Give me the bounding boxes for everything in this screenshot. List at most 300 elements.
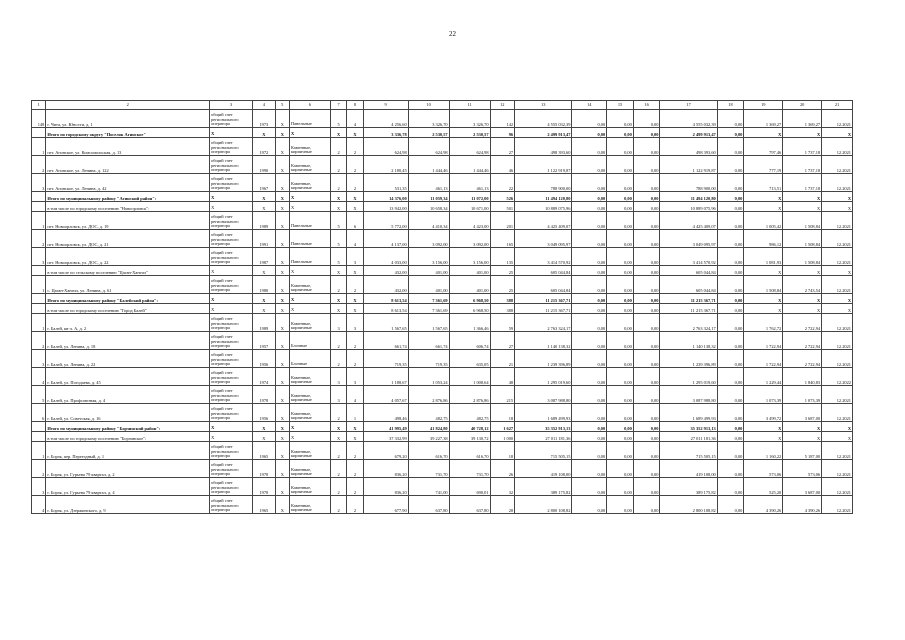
table-cell: 401,00: [449, 276, 490, 294]
table-cell: 690,01: [449, 478, 490, 496]
table-cell: 0,00: [607, 110, 634, 128]
table-cell: X: [744, 294, 783, 304]
table-cell: 11 215 367,71: [660, 294, 717, 304]
column-header: 19: [744, 101, 783, 110]
table-cell: Панельные: [289, 212, 330, 230]
table-cell: 482,75: [449, 404, 490, 422]
table-header-row: [32, 101, 853, 110]
table-cell: общий счет регионального оператора: [210, 460, 253, 478]
table-cell: 788 900,00: [515, 174, 572, 192]
table-cell: 2 722,94: [783, 332, 822, 350]
table-cell: 4: [347, 110, 363, 128]
table-cell: 0,00: [717, 248, 744, 266]
table-cell: общий счет регионального оператора: [210, 350, 253, 368]
table-cell: 0,00: [572, 230, 607, 248]
table-cell: X: [275, 332, 289, 350]
table-cell: 3: [330, 314, 346, 332]
table-cell: 1 737,18: [783, 138, 822, 156]
column-header: 6: [289, 101, 330, 110]
table-cell: 0,00: [717, 350, 744, 368]
table-cell: 0,00: [717, 266, 744, 276]
table-cell: 142: [490, 110, 515, 128]
table-cell: [32, 294, 46, 304]
table-cell: 1965: [253, 442, 276, 460]
table-cell: 3 049 095,97: [660, 230, 717, 248]
table-cell: 1 140 138,32: [515, 332, 572, 350]
table-cell: 2 499 913,47: [660, 128, 717, 138]
table-cell: [32, 422, 46, 432]
table-cell: 0,00: [717, 404, 744, 422]
column-header: 3: [210, 101, 253, 110]
table-cell: г. Балей, ул. Погодаева, д. 45: [46, 368, 210, 386]
table-cell: 1972: [253, 138, 276, 156]
table-cell: 201: [490, 212, 515, 230]
table-cell: 498,46: [363, 404, 408, 422]
table-cell: 39 130,72: [449, 432, 490, 442]
table-cell: 1990: [253, 156, 276, 174]
table-cell: X: [275, 128, 289, 138]
table-cell: 4: [32, 496, 46, 514]
table-cell: 1989: [253, 212, 276, 230]
table-cell: 0,00: [633, 294, 660, 304]
table-cell: 788 900,00: [660, 174, 717, 192]
table-cell: 0,00: [633, 128, 660, 138]
table-cell: 0,00: [717, 478, 744, 496]
column-header: 11: [449, 101, 490, 110]
table-cell: X: [275, 442, 289, 460]
table-cell: 2: [330, 350, 346, 368]
table-cell: 624,98: [363, 138, 408, 156]
table-cell: 0,00: [572, 266, 607, 276]
table-cell: X: [289, 202, 330, 212]
table-cell: общий счет регионального оператора: [210, 156, 253, 174]
column-header: 13: [515, 101, 572, 110]
table-cell: 25: [490, 276, 515, 294]
table-cell: 2: [330, 332, 346, 350]
table-cell: X: [289, 422, 330, 432]
table-cell: X: [275, 496, 289, 514]
table-cell: 2 743,54: [783, 276, 822, 294]
table-cell: X: [289, 304, 330, 314]
table-cell: 11 072,00: [449, 192, 490, 202]
table-cell: 12.2021: [822, 156, 853, 174]
table-cell: X: [210, 294, 253, 304]
table-cell: 501: [490, 202, 515, 212]
column-header: 2: [46, 101, 210, 110]
column-header: 20: [783, 101, 822, 110]
table-cell: 0,00: [633, 276, 660, 294]
table-cell: 35 352 913,13: [515, 422, 572, 432]
table-cell: 677,90: [363, 496, 408, 514]
table-cell: X: [253, 266, 276, 276]
table-cell: 12.2021: [822, 460, 853, 478]
table-cell: X: [330, 202, 346, 212]
table-cell: 2 499 913,47: [515, 128, 572, 138]
table-cell: X: [210, 266, 253, 276]
table-cell: 0,00: [572, 192, 607, 202]
table-cell: 3 092,00: [449, 230, 490, 248]
table-cell: X: [347, 304, 363, 314]
table-cell: 0,00: [607, 202, 634, 212]
table-cell: 1 369,27: [783, 110, 822, 128]
table-cell: 11 215 367,71: [515, 304, 572, 314]
table-cell: Каменные, кирпичные: [289, 138, 330, 156]
table-cell: 573,06: [744, 460, 783, 478]
table-cell: X: [822, 266, 853, 276]
table-cell: 12.2021: [822, 248, 853, 266]
table-cell: 0,00: [633, 442, 660, 460]
table-row: [32, 368, 853, 386]
table-cell: X: [289, 294, 330, 304]
table-row: [32, 386, 853, 404]
table-cell: 37 332,99: [363, 432, 408, 442]
table-cell: 1967: [253, 174, 276, 192]
table-cell: общий счет регионального оператора: [210, 110, 253, 128]
table-cell: [32, 192, 46, 202]
table-cell: общий счет регионального оператора: [210, 442, 253, 460]
table-cell: 12.2021: [822, 110, 853, 128]
table-cell: 1987: [253, 248, 276, 266]
table-cell: 2: [347, 442, 363, 460]
table-cell: 2: [330, 138, 346, 156]
table-cell: 2 763 324,17: [660, 314, 717, 332]
table-cell: 1 722,94: [744, 332, 783, 350]
table-cell: X: [275, 276, 289, 294]
table-cell: X: [275, 138, 289, 156]
table-cell: 0,00: [717, 442, 744, 460]
table-cell: г. Борзя, ул. Дзержинского, д. 9: [46, 496, 210, 514]
table-cell: 1 737,18: [783, 156, 822, 174]
table-cell: 3: [32, 174, 46, 192]
subtotal-row: [32, 266, 853, 276]
table-cell: 0,00: [717, 202, 744, 212]
table-cell: X: [275, 386, 289, 404]
table-cell: 0,00: [607, 368, 634, 386]
subtotal-row: [32, 304, 853, 314]
table-cell: пгт. Новоорловск, ул. ДОС, д. 19: [46, 212, 210, 230]
table-cell: 0,00: [607, 174, 634, 192]
table-cell: X: [783, 128, 822, 138]
table-cell: 3: [32, 350, 46, 368]
table-cell: 12.2021: [822, 386, 853, 404]
table-cell: 0,00: [633, 266, 660, 276]
table-cell: 616,70: [449, 442, 490, 460]
table-cell: 0,00: [572, 294, 607, 304]
table-cell: 27 011 181,36: [515, 432, 572, 442]
table-cell: общий счет регионального оператора: [210, 496, 253, 514]
table-cell: г. Чита, ул. Юности, д. 1: [46, 110, 210, 128]
table-cell: 401,00: [408, 266, 449, 276]
table-cell: 0,00: [607, 314, 634, 332]
table-cell: X: [347, 128, 363, 138]
table-cell: 719,35: [363, 350, 408, 368]
table-cell: 10 658,34: [408, 202, 449, 212]
column-header: 14: [572, 101, 607, 110]
table-cell: 0,00: [607, 404, 634, 422]
table-cell: 0,00: [607, 460, 634, 478]
table-cell: 1 444,46: [449, 156, 490, 174]
table-cell: 0,00: [633, 174, 660, 192]
table-cell: X: [275, 422, 289, 432]
table-cell: 2: [330, 460, 346, 478]
table-cell: 637,80: [449, 496, 490, 514]
table-cell: 1 369,27: [744, 110, 783, 128]
table-cell: в том числе по городскому поселению "Новоорловск":: [46, 202, 210, 212]
table-cell: X: [330, 422, 346, 432]
table-cell: 10 889 075,96: [660, 202, 717, 212]
table-cell: 0,00: [717, 138, 744, 156]
table-row: [32, 332, 853, 350]
table-cell: X: [822, 202, 853, 212]
table-cell: 635,05: [449, 350, 490, 368]
table-cell: X: [289, 192, 330, 202]
table-cell: г. Балей, кв-л. А, д. 2: [46, 314, 210, 332]
table-cell: 0,00: [607, 332, 634, 350]
table-cell: 0,00: [717, 276, 744, 294]
table-cell: X: [289, 432, 330, 442]
table-cell: 11 215 367,71: [515, 294, 572, 304]
table-cell: X: [347, 266, 363, 276]
table-cell: Итого по муниципальному району "Агинский район":: [46, 192, 210, 202]
table-cell: 0,00: [572, 368, 607, 386]
table-cell: 0,00: [633, 110, 660, 128]
table-cell: 0,00: [572, 174, 607, 192]
table-cell: X: [253, 294, 276, 304]
table-cell: 1: [32, 138, 46, 156]
table-row: [32, 248, 853, 266]
table-cell: общий счет регионального оператора: [210, 386, 253, 404]
table-cell: пгт. Агинское, ул. Ленина, д. 122: [46, 156, 210, 174]
table-cell: 0,00: [572, 212, 607, 230]
table-cell: 482,75: [408, 404, 449, 422]
table-cell: 1 295 019,60: [515, 368, 572, 386]
table-cell: 4 033,00: [363, 248, 408, 266]
table-cell: 0,00: [572, 304, 607, 314]
table-cell: 389 175,82: [515, 478, 572, 496]
table-cell: 18: [490, 442, 515, 460]
table-cell: 0,00: [572, 422, 607, 432]
table-cell: 0,00: [717, 368, 744, 386]
table-cell: 1 160,22: [744, 442, 783, 460]
table-cell: 1 627: [490, 422, 515, 432]
table-cell: 401,00: [408, 276, 449, 294]
table-cell: 2: [347, 276, 363, 294]
table-cell: 1 722,94: [744, 350, 783, 368]
table-cell: 741,00: [408, 478, 449, 496]
table-cell: 1 122 919,87: [515, 156, 572, 174]
table-cell: 0,00: [572, 332, 607, 350]
table-cell: 526: [490, 192, 515, 202]
table-cell: в том числе по городскому поселению "Город Балей": [46, 304, 210, 314]
table-cell: 3: [32, 248, 46, 266]
table-cell: 1973: [253, 110, 276, 128]
table-cell: г. Балей, ул. Ленина, д. 18: [46, 332, 210, 350]
table-cell: 2 530,57: [449, 128, 490, 138]
table-cell: X: [275, 350, 289, 368]
table-cell: X: [289, 128, 330, 138]
table-cell: 27 011 181,36: [660, 432, 717, 442]
table-cell: 0,00: [607, 496, 634, 514]
table-cell: 0,00: [607, 248, 634, 266]
table-cell: [32, 128, 46, 138]
table-cell: X: [275, 202, 289, 212]
table-cell: X: [210, 432, 253, 442]
table-cell: 0,00: [717, 156, 744, 174]
table-cell: Итого по муниципальному району "Балейский район":: [46, 294, 210, 304]
table-cell: 165: [490, 230, 515, 248]
table-cell: 3 156,00: [408, 248, 449, 266]
table-cell: 0,00: [633, 368, 660, 386]
table-cell: 3 087 988,80: [515, 386, 572, 404]
table-cell: с. Цаган-Хангил, ул. Ленина, д. 61: [46, 276, 210, 294]
table-row: [32, 110, 853, 128]
table-cell: X: [330, 304, 346, 314]
table-cell: 39 227,38: [408, 432, 449, 442]
table-cell: 0,00: [607, 442, 634, 460]
table-cell: X: [275, 212, 289, 230]
table-cell: 2: [32, 332, 46, 350]
table-cell: 2: [330, 156, 346, 174]
table-cell: 3 687,00: [783, 404, 822, 422]
table-cell: 777,19: [744, 156, 783, 174]
table-cell: X: [783, 294, 822, 304]
table-cell: 679,20: [363, 442, 408, 460]
table-cell: 3 687,00: [783, 478, 822, 496]
table-cell: 1: [32, 276, 46, 294]
table-cell: X: [275, 266, 289, 276]
table-cell: 2 180,45: [363, 156, 408, 174]
table-cell: 0,00: [717, 128, 744, 138]
table-cell: 0,00: [633, 230, 660, 248]
table-cell: Каменные, кирпичные: [289, 314, 330, 332]
column-header: 17: [660, 101, 717, 110]
table-cell: 2: [347, 460, 363, 478]
table-cell: 0,00: [633, 202, 660, 212]
table-cell: 32: [490, 478, 515, 496]
table-cell: X: [744, 266, 783, 276]
table-cell: 2: [330, 174, 346, 192]
table-cell: 0,00: [633, 460, 660, 478]
table-cell: X: [210, 202, 253, 212]
table-cell: X: [289, 266, 330, 276]
table-cell: X: [275, 294, 289, 304]
table-cell: 0,00: [572, 432, 607, 442]
table-cell: 1970: [253, 460, 276, 478]
table-cell: 731,70: [449, 460, 490, 478]
table-cell: 12.2021: [822, 404, 853, 422]
table-cell: 4 410,34: [408, 212, 449, 230]
table-cell: 10 671,00: [449, 202, 490, 212]
table-cell: 4 390,26: [744, 496, 783, 514]
table-cell: [32, 304, 46, 314]
table-cell: 22: [490, 174, 515, 192]
table-cell: 2 800 108,82: [515, 496, 572, 514]
column-header: 10: [408, 101, 449, 110]
table-cell: 1 081,93: [744, 248, 783, 266]
table-cell: общий счет регионального оператора: [210, 230, 253, 248]
table-cell: 0,00: [633, 432, 660, 442]
table-cell: 0,00: [572, 350, 607, 368]
table-cell: 432,00: [363, 276, 408, 294]
table-cell: 7 361,69: [408, 304, 449, 314]
table-cell: 135: [490, 248, 515, 266]
column-header: 15: [607, 101, 634, 110]
table-cell: X: [330, 266, 346, 276]
table-cell: 1 567,65: [363, 314, 408, 332]
table-cell: 1956: [253, 350, 276, 368]
table-cell: X: [275, 314, 289, 332]
table-cell: Каменные, кирпичные: [289, 386, 330, 404]
table-cell: 0,00: [717, 212, 744, 230]
table-cell: г. Балей, ул. Профсоюзная, д. 4: [46, 386, 210, 404]
table-cell: 2: [347, 332, 363, 350]
table-cell: 4 425 409,07: [515, 212, 572, 230]
table-cell: 1 762,72: [744, 314, 783, 332]
table-cell: X: [210, 422, 253, 432]
table-cell: 5: [330, 230, 346, 248]
table-cell: 12.2021: [822, 138, 853, 156]
table-cell: 0,00: [607, 432, 634, 442]
table-cell: 1980: [253, 276, 276, 294]
column-header: 18: [717, 101, 744, 110]
table-cell: 1970: [253, 478, 276, 496]
table-cell: 4 390,26: [783, 496, 822, 514]
table-cell: 3 092,00: [408, 230, 449, 248]
table-cell: X: [275, 192, 289, 202]
table-cell: [32, 432, 46, 442]
table-cell: г. Балей, ул. Ленина, д. 22: [46, 350, 210, 368]
table-cell: 1 188,67: [363, 368, 408, 386]
table-cell: X: [822, 432, 853, 442]
table-cell: 0,00: [607, 386, 634, 404]
table-cell: 0,00: [607, 350, 634, 368]
table-cell: 3 336,78: [363, 128, 408, 138]
table-cell: 12.2022: [822, 368, 853, 386]
table-cell: 1 239 396,89: [660, 350, 717, 368]
table-cell: X: [783, 304, 822, 314]
table-cell: г. Борзя, ул. Гурьева 79 квартал, д. 2: [46, 460, 210, 478]
table-cell: 3: [330, 386, 346, 404]
table-cell: 0,00: [633, 248, 660, 266]
table-cell: общий счет регионального оператора: [210, 368, 253, 386]
table-cell: 11 494 120,80: [660, 192, 717, 202]
table-cell: X: [275, 174, 289, 192]
table-cell: 0,00: [633, 192, 660, 202]
table-row: [32, 350, 853, 368]
table-cell: 0,00: [633, 404, 660, 422]
subtotal-row: [32, 432, 853, 442]
table-cell: 6: [32, 404, 46, 422]
table-cell: 0,00: [633, 138, 660, 156]
table-cell: 836,20: [363, 460, 408, 478]
table-cell: Каменные, кирпичные: [289, 496, 330, 514]
table-cell: общий счет регионального оператора: [210, 314, 253, 332]
table-cell: 4 057,67: [363, 386, 408, 404]
table-cell: 0,00: [717, 304, 744, 314]
table-cell: 4 555 032,39: [515, 110, 572, 128]
table-cell: 3: [32, 478, 46, 496]
table-cell: пгт. Новоорловск, ул. ДОС, д. 21: [46, 230, 210, 248]
table-cell: 0,00: [633, 314, 660, 332]
table-cell: 1978: [253, 386, 276, 404]
table-cell: 0,00: [607, 422, 634, 432]
table-cell: 3 326,70: [449, 110, 490, 128]
table-cell: X: [275, 304, 289, 314]
table-cell: 0,00: [717, 422, 744, 432]
table-cell: 2: [330, 276, 346, 294]
table-cell: 1 239 396,89: [515, 350, 572, 368]
table-cell: 26: [490, 460, 515, 478]
